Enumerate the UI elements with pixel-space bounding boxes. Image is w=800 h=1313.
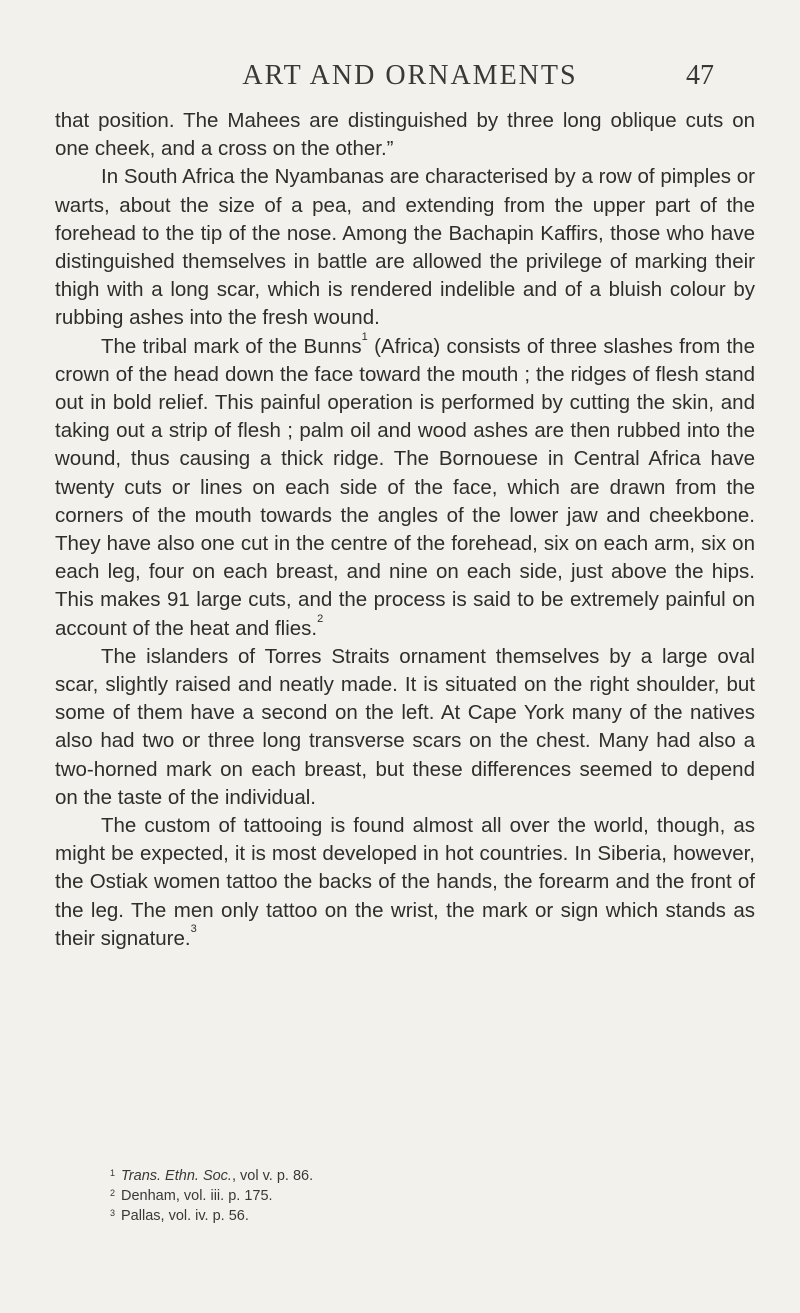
footnote-citation: , vol v. p. 86.: [231, 1168, 314, 1184]
paragraph-text: The islanders of Torres Straits ornament themselves by a large oval scar, slightly raised and neatly made. It is situated on the right shoulder, but some of them have a second on the left. At Cape York many of the natives also had two or three long transverse scars on the chest. Many had also a two-horned mark on each breast, but these differences seemed to depend on the taste of the individual.: [55, 644, 755, 809]
paragraph-text: In South Africa the Nyambanas are characterised by a row of pimples or warts, about the size of a pea, and extending from the upper part of the forehead to the tip of the nose. Among the Bachapin Kaffirs, those who have distinguished themselves in battle are allowed the privilege of marking their thigh with a long scar, which is rendered indelible and of a bluish colour by rubbing ashes into the fresh wound.: [55, 165, 755, 330]
footnote-number: 3: [110, 1208, 116, 1218]
paragraph-text: The tribal mark of the Bunns: [101, 334, 362, 358]
page-number: 47: [686, 60, 714, 91]
paragraph: [55, 107, 755, 163]
paragraph-text: The custom of tattooing is found almost all over the world, though, as might be expected, it is most developed in hot countries. In Siberia, however, the Ostiak women tattoo the backs of the hands, the forearm and the front of the leg. The men only tattoo on the wrist, the mark or sign which stands as their signature.: [55, 814, 755, 950]
footnote-number: 2: [110, 1188, 116, 1198]
footnote: [110, 1207, 710, 1227]
footnote-citation: Pallas, vol. iv. p. 56.: [121, 1208, 249, 1224]
paragraph: [55, 330, 755, 643]
body-text: [55, 107, 755, 953]
paragraph: [55, 812, 755, 953]
paragraph-text: (Africa) consists of three slashes from the crown of the head down the face toward the mouth ; the ridges of flesh stand out in bold relief. This painful operation is performed by cutting the skin, and taking out a strip of flesh ; palm oil and wood ashes are then rubbed into the wound, thus causing a thick ridge. The Bornouese in Central Africa have twenty cuts or lines on each side of the face, which are drawn from the corners of the mouth towards the angles of the lower jaw and cheekbone. They have also one cut in the centre of the forehead, six on each arm, six on each leg, four on each breast, and nine on each side, just above the hips. This makes 91 large cuts, and the process is said to be extremely painful on account of the heat and flies.: [55, 334, 755, 640]
footnote-ref: 1: [361, 330, 368, 343]
footnote-ref: 2: [317, 612, 324, 625]
running-title: ART AND ORNAMENTS: [242, 60, 578, 91]
footnote-source-title: Trans. Ethn. Soc.: [121, 1168, 232, 1184]
paragraph: [55, 643, 755, 812]
footnotes: [110, 1167, 710, 1227]
footnote: [110, 1167, 710, 1187]
footnote-number: 1: [110, 1168, 116, 1178]
paragraph: [55, 163, 755, 332]
paragraph-text: that position. The Mahees are distinguished by three long oblique cuts on one cheek, and a cross on the other.”: [55, 109, 755, 161]
footnote-citation: Denham, vol. iii. p. 175.: [121, 1188, 273, 1204]
footnote: [110, 1187, 710, 1207]
footnote-ref: 3: [190, 922, 197, 935]
